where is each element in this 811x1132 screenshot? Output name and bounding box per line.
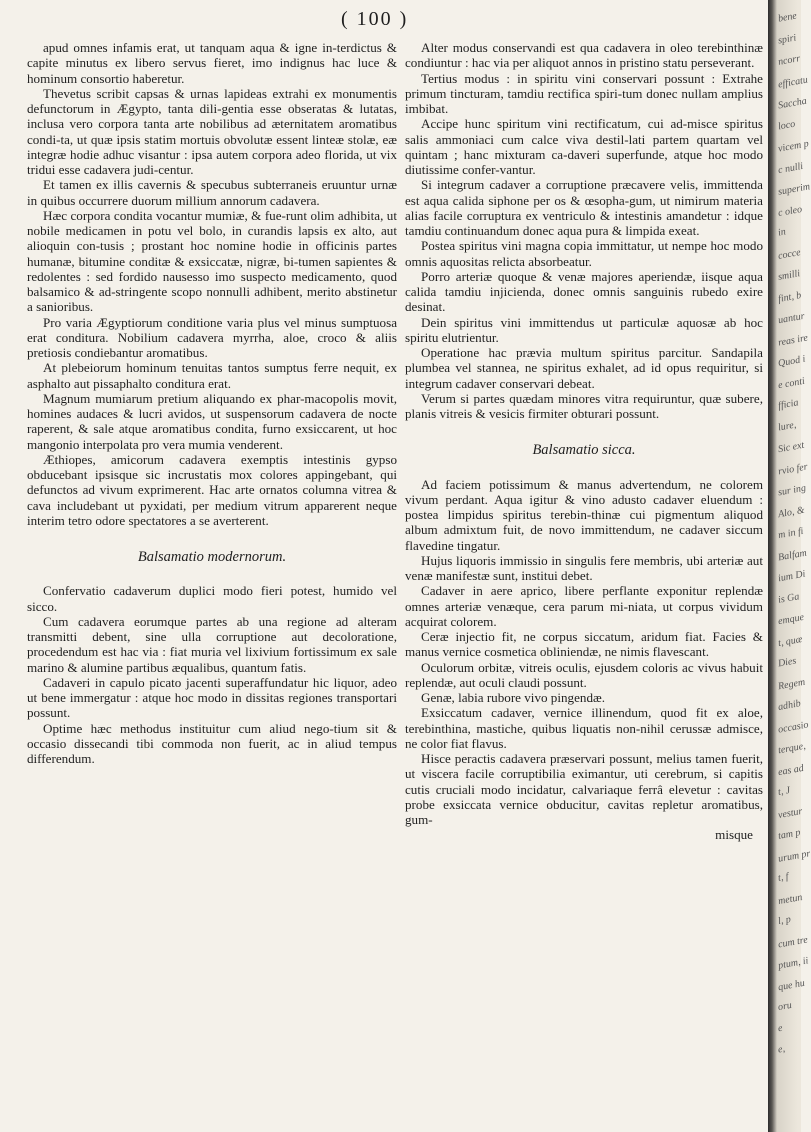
paragraph: Confervatio cadaverum duplici modo fieri potest, humido vel sicco. [27,583,397,614]
margin-fragment: cum tre [777,933,809,951]
margin-fragment: smilli [777,268,802,283]
margin-fragment: occasio [777,718,810,736]
left-paragraphs-after [27,583,397,766]
margin-fragment: cocce [777,246,802,262]
right-paragraphs [405,40,763,421]
paragraph: Alter modus conservandi est qua cadavera in oleo terebinthinæ condiuntur : hac via per aliquot annos in pristino statu perseverant. [405,40,763,71]
margin-fragment: urum pr [777,847,811,865]
paragraph: apud omnes infamis erat, ut tanquam aqua & igne in-terdictus & capite minutus ex libero servus fieret, imo indignus hac luce & hominum consortio haberetur. [27,40,397,86]
margin-fragment: loco [777,118,797,132]
margin-fragment: emque [777,611,805,628]
paragraph: Cadaver in aere aprico, libere perflante exponitur replendæ omnes arteriæ venæque, cera parum mi-niata, ut corpus vividum acquirat colorem. [405,583,763,629]
margin-fragment: Quod i [777,353,807,370]
margin-fragment: ium Di [777,568,807,585]
margin-fragment: efficatu [777,73,809,91]
paragraph: Exsiccatum cadaver, vernice illinendum, quod fit ex aloe, terebinthina, mastiche, quibus liquatis non-nihil cerussæ admisce, ne color fiat flavus. [405,705,763,751]
paragraph: Magnum mumiarum pretium aliquando ex phar-macopolis movit, homines audaces & lucri avidos, ut suspensorum cadavera de nocte raperent, & sale atque aromatibus condita, furno exsiccarent, ut hoc mangonio interpolata pro vera mumia venderent. [27,390,397,452]
margin-fragment: bene [777,10,798,25]
paragraph: Cum cadavera eorumque partes ab una regione ad alteram transmitti debent, sine ulla corruptione aut decoloratione, procedendum est hac via : fiat muria vel lixivium fortissimum ex sale marino & alumine partibus æqualibus, quantum fatis. [27,613,397,675]
margin-fragment: fficia [777,397,800,412]
margin-fragment: e, [777,1043,786,1056]
margin-fragment: Balfam [777,547,808,563]
margin-fragment: spiri [777,31,798,47]
margin-fragment: superim [777,181,811,198]
paragraph: Si integrum cadaver a corruptione præcavere velis, immittenda est aqua calida siphone per os & œsopha-gum, ut nimirum materia alias facile corruptura ex ventriculo & intestinis amandetur : idque tamdiu continuandum donec aqua pura & limpida exeat. [405,177,763,238]
paragraph: Ad faciem potissimum & manus advertendum, ne colorem vivum perdant. Aqua igitur & vino adusto cadaver eluendum : postea limpidus spiritus terebin-thinæ cui pigmentum aliquod album admixtum fuit, de novo immittendum, ne cadaver siccum flavedine tingatur. [405,476,763,553]
paragraph: Hisce peractis cadavera præservari possunt, melius tamen fuerit, ut viscera facile corruptibilia eximantur, uti cerebrum, si capitis cutis cruciali modo incidatur, calvariaque ferrâ elevetur : cavitas probe exsiccata vernice obducitur, cavitas repletur aromatibus, gum- [405,751,763,827]
margin-fragment: Regem [777,676,806,692]
paragraph: Pro varia Ægyptiorum conditione varia plus vel minus sumptuosa erat conditura. Nobilium cadavera myrrha, aloe, croco & aliis pretiosis condiebantur aromatibus. [27,314,397,360]
section-heading-sicca: Balsamatio sicca. [532,442,636,459]
paragraph: Æthiopes, amicorum cadavera exemptis intestinis gypso obducebant ipsisque sic incrustatis mox colores appingebant, qui defunctos ad vivum exprimerent. Hac arte ornatos columna vitrea & cava includebant ut pyxidati, per medium vitrum apparerent neque interim tetro odore spectatores a se averterent. [27,451,397,528]
section-heading-modern: Balsamatio modernorum. [137,549,287,565]
paragraph: Postea spiritus vini magna copia immittatur, ut nempe hoc modo omnis aquositas relicta absorbeatur. [405,238,763,269]
margin-fragment: m in fi [777,525,805,542]
paragraph: Tertius modus : in spiritu vini conservari possunt : Extrahe primum tincturam, tamdiu rectifica spiri-tum donec nullam amplius imbibat. [405,70,763,116]
page-header [0,8,770,36]
margin-fragment: is Ga [777,590,801,606]
paragraph: Accipe hunc spiritum vini rectificatum, cui ad-misce spiritus salis ammoniaci cum calce viva destil-lati partem quartam vel quintam ; hanc mixturam ca-daveri superfunde, atque hoc modo diutissime confer-vantur. [405,116,763,177]
margin-fragment: t, J [777,785,792,798]
left-paragraphs [27,40,397,528]
paragraph: Oculorum orbitæ, vitreis oculis, ejusdem coloris ac vivus habuit replendæ, aut oculi claudi possunt. [405,659,763,690]
margin-fragment: oru [777,999,793,1014]
margin-fragment: vestur [777,805,804,821]
margin-fragment: t, quæ [777,633,804,649]
margin-fragment: in [777,226,787,239]
margin-fragment: vicem p [777,138,810,155]
paragraph: Ceræ injectio fit, ne corpus siccatum, aridum fiat. Facies & manus vernice cosmetica obliniendæ, ne nimis flavescant. [405,629,763,660]
margin-fragment: sur ing [777,482,807,499]
catchword: misque [715,827,753,843]
paragraph: At plebeiorum hominum tenuitas tantos sumptus ferre nequit, ex asphalto aut pissaphalto conditura erat. [27,360,397,391]
paragraph: Cadaveri in capulo picato jacenti superaffundatur hic liquor, adeo ut bene immergatur : atque hoc modo in dissitas regiones transportari possunt. [27,674,397,721]
paragraph: Verum si partes quædam minores vitra requiruntur, quæ subere, planis vitreis & vesicis firmiter obturari possunt. [405,390,763,421]
margin-fragment: que hu [777,977,806,993]
margin-fragment: uantur [777,310,806,327]
margin-fragment: reas ire [777,331,809,349]
margin-fragment: Dies [777,655,798,670]
margin-fragment: terque, [777,740,807,757]
margin-fragment: fint, b [777,289,803,305]
paragraph: Hæc corpora condita vocantur mumiæ, & fue-runt olim adhibita, ut nobile medicamen in potu vel bolo, in curandis lapsis ex alto, aut alioquin con-tusis ; prostant hoc nomine hodie in officinis partes humanæ, bitumine conditæ & exsiccatæ, nigræ, bi-tumen sapientes & redolentes : sed fordido nausesso imo suspecto medicamento, quod balsamico & ad-stringente scopo nonnulli adhibent, merito abstinetur a sanioribus. [27,207,397,315]
margin-fragment: tam p [777,827,802,842]
paragraph: Et tamen ex illis cavernis & specubus subterraneis eruuntur urnæ in quibus occurrere duorum millium annorum cadavera. [27,177,397,208]
margin-fragment: ncorr [777,53,802,68]
paragraph: Genæ, labia rubore vivo pingendæ. [421,690,606,705]
margin-fragment: e [777,1022,784,1034]
margin-fragment: Alo, & [777,504,806,520]
paragraph: Optime hæc methodus instituitur cum aliud nego-tium sit & occasio dissecandi tibi commoda non fuerit, ac in aliud tempus differendum. [27,720,397,766]
margin-fragment: rvio fer [777,461,809,477]
margin-fragment: ptum, ii [777,955,810,972]
margin-fragment: Saccha [777,95,808,112]
margin-fragment: lure, [777,418,798,434]
margin-fragment: l, p [777,913,792,928]
margin-fragment: c nulli [777,160,805,176]
margin-fragment: adhib [777,698,802,713]
left-column [27,40,397,766]
margin-fragment: Sic ext [777,439,806,456]
paragraph: Dein spiritus vini immittendus ut particulæ aquosæ ab hoc spiritu elutrientur. [405,314,763,345]
paragraph: Porro arteriæ quoque & venæ majores aperiendæ, iisque aqua calida tamdiu injicienda, donec omnis sanguinis rubedo exire desinat. [405,268,763,315]
margin-fragment: eas ad [777,762,805,778]
adjacent-page-margin [768,0,811,1132]
margin-fragment: e conti [777,375,806,391]
margin-fragment: c oleo [777,203,803,219]
margin-fragment: metun [777,891,804,907]
paragraph: Operatione hac prævia multum spiritus parcitur. Sandapila plumbea vel stannea, ne spiritus exhalet, ad id opus requiritur, si integrum cadaver conservari debeat. [405,345,763,391]
right-paragraphs-after [405,477,763,828]
right-column [405,40,763,843]
paragraph: Hujus liquoris immissio in singulis fere membris, ubi arteriæ aut venæ manifestæ sunt, institui debet. [405,552,763,583]
paragraph: Thevetus scribit capsas & urnas lapideas extrahi ex monumentis defunctorum in Ægypto, tanta dili-gentia esse obseratas & lutatas, inclusa vero corpora tanta arte nobilibus ad æternitatem aromatibus condi-ta, ut quæ ipsis statim mortuis obvolutæ essent linteæ stolæ, eæ integræ hodie adhuc visantur : ipsa autem corpora adeo florida, ut vix tridui esse cadavera judi-centur. [27,85,397,177]
page-number: ( 100 ) [341,8,409,30]
margin-fragment: t, f [777,871,790,884]
